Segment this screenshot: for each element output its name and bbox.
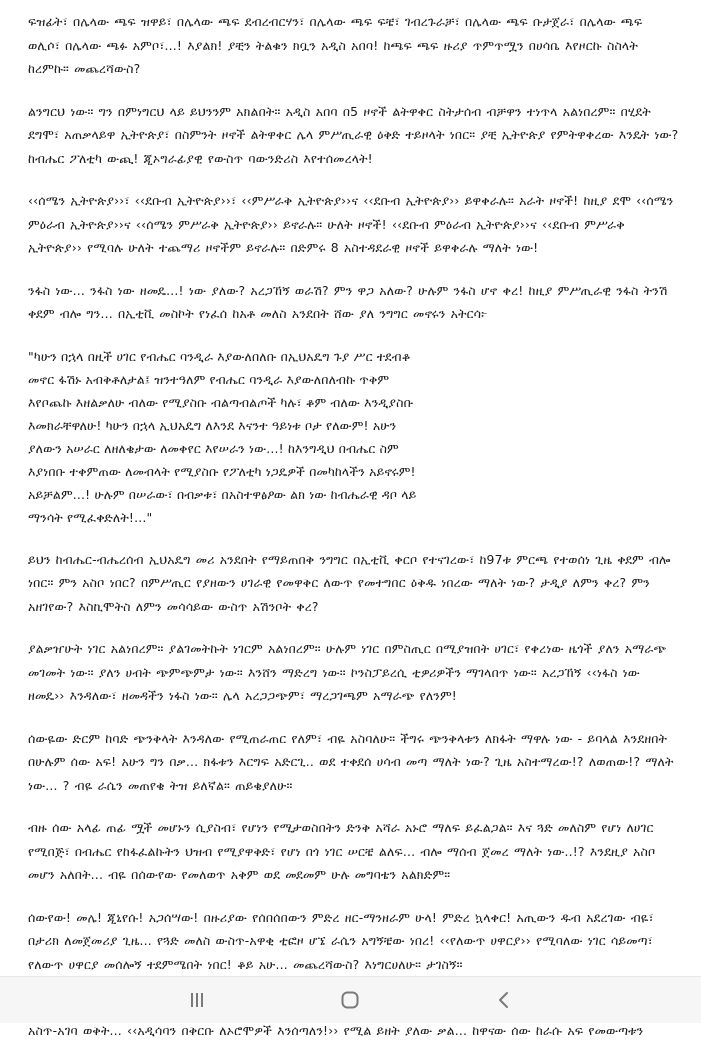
article-paragraph-8: ብዙ ሰው አላፊ ጠፊ ሟች መሆኑን ሲያስብ፣ የሆነን የሚታወስበትን ድንቅ አሻራ አኑሮ ማለፍ ይፈልጋል። እና ጓድ መለስም የሆነ ለሀገር የሚበጅ፣ በብሔር የከፋፈልኩትን ህዝብ የሚያዋቅድ፣ የሆነ በጎ ነገር ሠርቼ ልለፍ... ብሎ ማሰብ ጀመረ ማለት ነው..!? እንደዚያ አስቦ መሆን አለበት... ብዬ በሰውየው የመለወጥ አቅም ወደ መደመም ሁሉ መግባቴን አልክድም። [28,820,656,882]
article-paragraph-2: ልንግርህ ነው። ግን በምነግርህ ላይ ይህንንም አክልበት። አዲስ አበባ በ5 ዞኖች ልትዋቀር ስትታሰብ ብቻዋን ተነጥላ አልነበረም። በሂደት ደግሞ፣ አጠቃላይዋ ኢትዮጵያ፣ በስምንት ዞኖች ልትዋቀር ሌላ ምሥጢራዊ ዕቅድ ተይዞላት ነበር። ያቺ ኢትዮጵያ የምትዋቀረው እንዴት ነው? ከብሔር ፖለቲካ ውጪ! ጂኦግራፊያዊ የውስጥ ባውንድሪስ እየተሰመረላት! [28,103,679,166]
article-paragraph-9: ሰውየው! መሌ! ጂኒየሱ! አጋሰሣው! በዙሪያው የሰበሰበውን ምድረ ዘር-ማንዘራም ሁላ! ምድረ ኳላቀር! አጢውን ዱብ አደረገው ብዬ፣ በታሪክ ለመጀመሪያ ጊዜ... የጓድ መለስ ውስጥ-አዋቂ ቲፎዞ ሆኜ ራሴን አግኝቼው ነበረ! ‹‹የለውጥ ሀዋርያ›› የሚባለው ነገር ሳይመጣ፣ የለውጥ ሀዋርያ መሰሎኝ ተደምሜበት ነበር! ቆይ አሁ... መጨረሻውስ? እነግርሀለሁ። ታገስኝ። [28,909,654,972]
article-paragraph-5: ይህን ከብሔር-ብሔረሰብ ኢህአዴግ መሪ አንደበት የማይጠበቅ ንግግር በኢቲቪ ቀርቦ የተናገረው፣ ከ97ቱ ምርጫ የተወሰነ ጊዜ ቀደም ብሎ ነበር። ምን አስቦ ነበር? በምሥጢር የያዘውን ሀገራዊ የመዋቅር ለውጥ የመተግበር ዕቅዱ ነበረው ማለት ነው? ታዲያ ለምን ቀረ? ምን አዘገየው? እስኪሞትስ ለምን መሳሳይው ውስጥ አሽንቦት ቀረ? [28,551,671,614]
article-paragraph-10: አስጥ-አገባ ወቅት... ‹‹አዲሳባን በቅርቡ ለኦሮሞዎች እንሰጣለን!›› የሚል ይዘት ያለው ቃል... ከዋናው ሰው ከራሱ አፍ የመውጣቱን [28,1022,644,1038]
home-icon [340,990,360,1010]
article-paragraph-4: ንፋስ ነው... ንፋስ ነው ዘመዴ...! ነው ያለው? አረጋኸኝ ወራሽ? ምን ዋጋ አለው? ሁሉም ንፋስ ሆኖ ቀረ! ከዚያ ምሥጢራዊ ንፋስ ትንሽ ቀደም ብሎ ግን... በኢቲቪ መስኮት የነፈሰ ከአቶ መለስ አንደበት ሸው ያለ ንግግር መኖሩን አትርሳ፦ [28,282,668,321]
article-paragraph-7: ሰውዬው ድርም ከባድ ጭንቅላት እንዳለው የሚጠራጠር የለም፣ ብዬ አስባለሁ። ችግሩ ጭንቅላቱን ለክፋት ማዋሉ ነው - ይባላል እንደዘበት በሁሉም ሰው አፍ! አሁን ግን በቃ... ክፋቱን እርግፍ አድርጊ.. ወደ ተቀደሰ ሀሳብ መጣ ማለት ነው? ጊዜ አስተማረው!? ለወጠው!? ማለት ነው... ? ብዬ ራሴን መጠየቄ ትዝ ይለኛል። ጠይቄያለሁ። [28,730,674,793]
article-paragraph-3: ‹‹ሰሜን ኢትዮጵያ››፣ ‹‹ደቡብ ኢትዮጵያ››፣ ‹‹ምሥራቅ ኢትዮጵያ››ና ‹‹ደቡብ ኢትዮጵያ›› ይዋቀራሉ። አራት ዞኖች! ከዚያ ደሞ ‹‹ሰሜን ምዕራብ ኢትዮጵያ››ና ‹‹ሰሜን ምሥራቅ ኢትዮጵያ›› ይኖራሉ። ሁለት ዞኖች! ‹‹ደቡብ ምዕራብ ኢትዮጵያ››ና ‹‹ደቡብ ምሥራቅ ኢትዮጵያ›› የሚባሉ ሁለት ተጨማሪ ዞኖችም ይኖራሉ። በድምሩ 8 አስተዳደራዊ ዞኖች ይዋቀራሉ ማለት ነው! [28,193,674,255]
home-button[interactable] [320,980,380,1020]
back-icon [495,991,513,1009]
article-paragraph-6: ያልቃዠሁት ነገር አልነበረም። ያልገመትኩት ነገርም አልነበረም። ሁሉም ነገር በምስጢር በሚያዝበት ሀገር፣ የቀረነው ዜጎች ያለን አማራጭ መገመት ነው። ያለን ሀብት ጭምጭምታ ነው። እንሸን ማድረግ ነው። ኮንስፓይረሲ ቲዎሪዎችን ማገላበጥ ነው። አረጋኸኝ ‹‹ነፋስ ነው ዘመዴ›› እንዳለው፣ ዘመዳችን ነፋስ ነው። ሌላ አረጋጋጭም፣ ማረጋገጫም አማራጭ የለንም! [28,641,667,703]
system-navigation-bar [0,976,701,1023]
back-button[interactable] [474,980,534,1020]
article-paragraph-1: ፍዝፊት፣ በሌላው ጫፍ ዝዋይ፣ በሌላው ጫፍ ደብረብርሃን፣ በሌላው ጫፍ ፍቼ፣ ገብረጉራቻ፣ በሌላው ጫፍ ቡታጀራ፣ በሌላው ጫፍ ወሊሶ፣ በሌላው ጫፉ አምቦ፣...! እያልክ! ያቺን ትልቁን ክቧን አዲስ አበባ! ከጫፍ ጫፍ ዙሪያ ጥምጥሟን በሀሳቤ እየዞርኩ ስስላት ከረምኩ። መጨረሻውስ? [28,14,643,76]
article-quote: "ካሁን በኋላ በዚች ሀገር የብሔር ባንዲራ እያውለበለቡ በኢህአዴግ ጉያ ሥር ተደብቆ መኖር ፋሽኑ አብቅቶለታል፤ ዝንተዓለም የብሔር ባንዲራ እያውለበለብኩ ጥቅም እየቦጨኩ እዘልቃለሁ ብለው የሚያስቡ ብልጣብልጦች ካሉ፣ ቆም ብለው እንዲያስቡ እመክራቸዋለሁ! ካሁን በኋላ ኢህአዴግ ለእንደ እናንተ ዓይነቱ ቦታ የለውም! አሁን ያለውን አሠራር ለዘለቄታው ለመቀየር እየሠራን ነው...! ከእንግዲህ በብሔር ስም እያነበቡ ተቀምጠው ለመብላት የሚያስቡ የፖለቲካ ነጋዴዎች በመካከላችን አይኖሩም! አይቻልም...! ሁሉም በሠራው፣ በብቃቱ፣ በአስተዋፅዖው ልክ ነው ከብሔራዊ ዳቦ ላይ ማንሳት የሚፈቀድለት!..." [28,348,417,525]
recent-apps-button[interactable] [167,980,227,1020]
recent-apps-icon [188,991,206,1009]
